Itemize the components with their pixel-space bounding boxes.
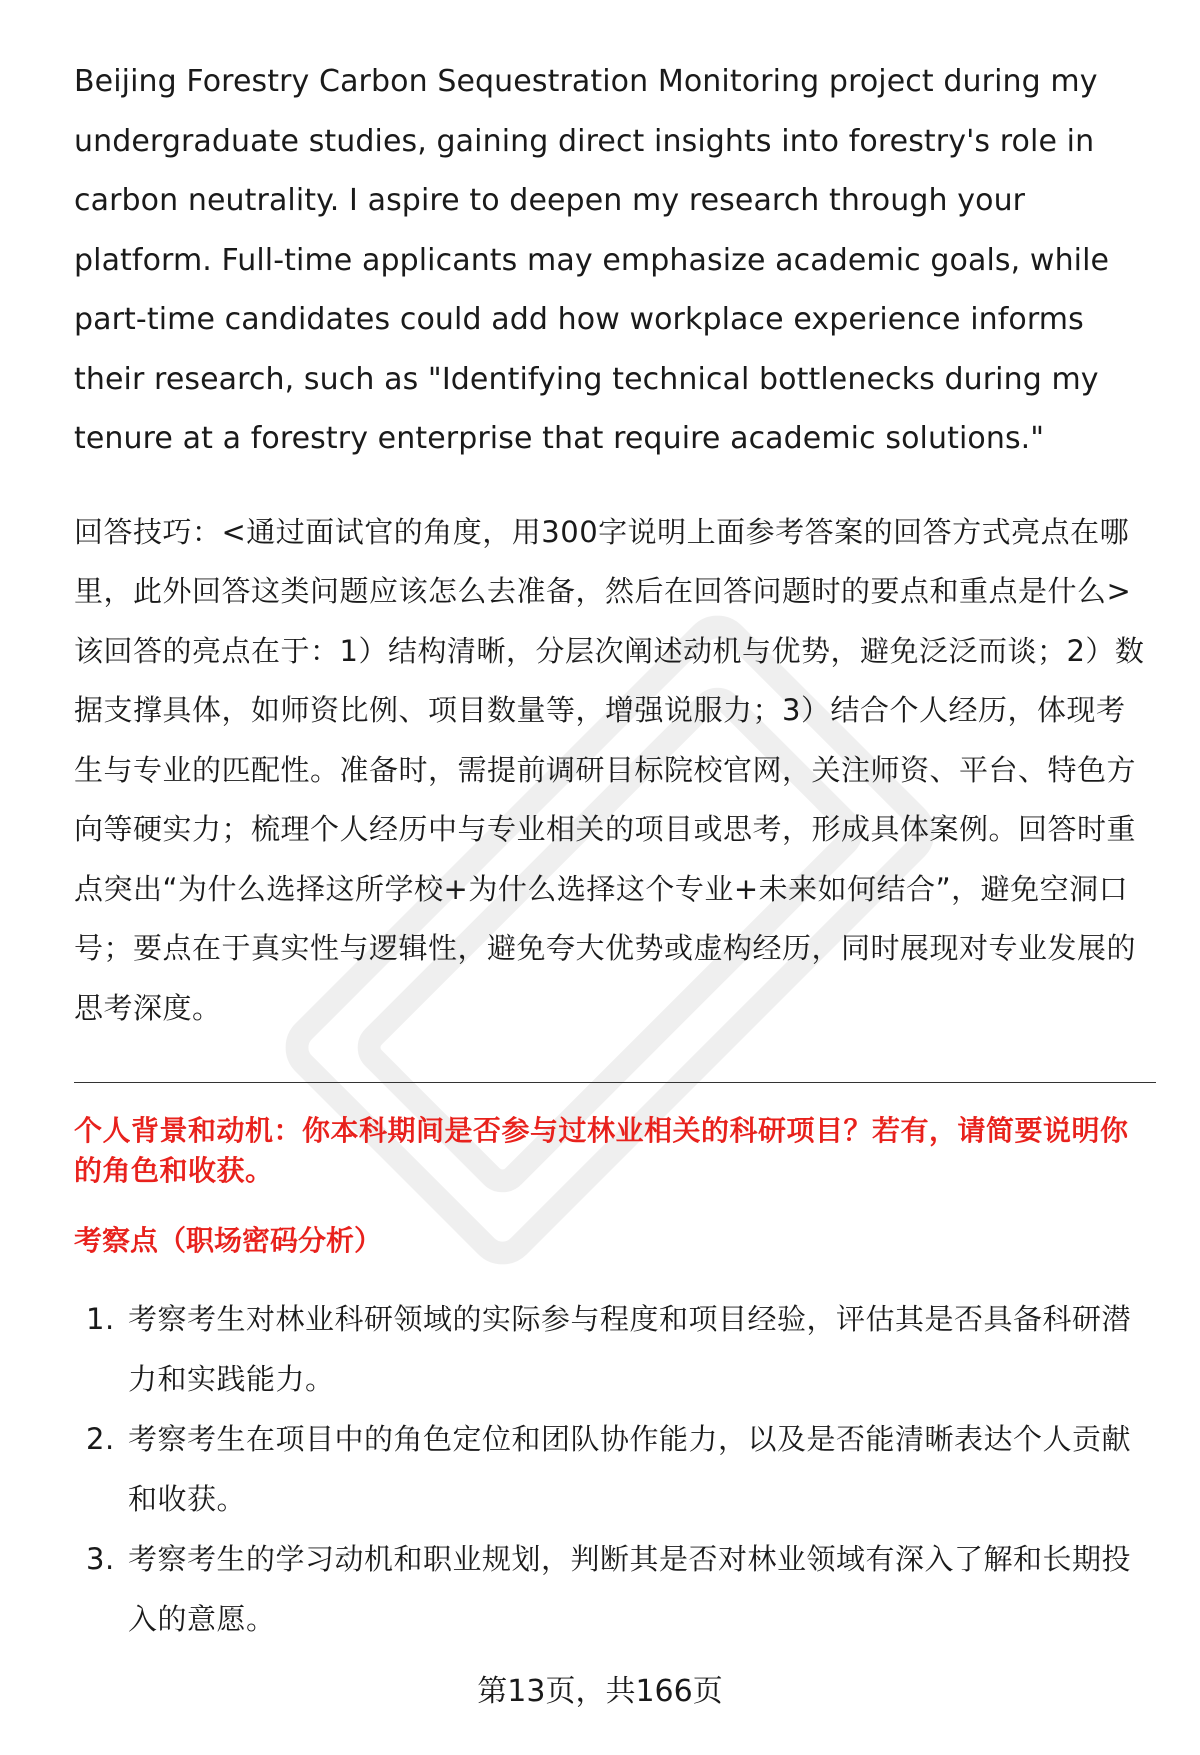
list-item	[74, 1289, 1154, 1409]
tips-paragraph: 回答技巧：<通过面试官的角度，用300字说明上面参考答案的回答方式亮点在哪里，此外回答这类问题应该怎么去准备，然后在回答问题时的要点和重点是什么>该回答的亮点在于：1）结构清晰，分层次阐述动机与优势，避免泛泛而谈；2）数据支撑具体，如师资比例、项目数量等，增强说服力；3）结合个人经历，体现考生与专业的匹配性。准备时，需提前调研目标院校官网，关注师资、平台、特色方向等硬实力；梳理个人经历中与专业相关的项目或思考，形成具体案例。回答时重点突出“为什么选择这所学校+为什么选择这个专业+未来如何结合”，避免空洞口号；要点在于真实性与逻辑性，避免夸大优势或虚构经历，同时展现对专业发展的思考深度。	[74, 514, 1145, 1025]
list-item-text: 考察考生在项目中的角色定位和团队协作能力，以及是否能清晰表达个人贡献和收获。	[128, 1422, 1132, 1516]
list-item-number: 3.	[86, 1542, 115, 1576]
list-item	[74, 1409, 1154, 1529]
analysis-section-title: 考察点（职场密码分析）	[74, 1224, 383, 1257]
list-item-text: 考察考生的学习动机和职业规划，判断其是否对林业领域有深入了解和长期投入的意愿。	[128, 1542, 1132, 1636]
analysis-points-list	[74, 1289, 1154, 1649]
answer-paragraph: Beijing Forestry Carbon Sequestration Monitoring project during my undergraduate studies, gaining direct insights into forestry's role in carbon neutrality. I aspire to deepen my research through your platform. Full-time applicants may emphasize academic goals, while part-time candidates could add how workplace experience informs their research, such as "Identifying technical bottlenecks during my tenure at a forestry enterprise that require academic solutions."	[74, 64, 1110, 456]
question-heading: 个人背景和动机：你本科期间是否参与过林业相关的科研项目？若有，请简要说明你的角色和收获。	[74, 1114, 1129, 1187]
section-divider	[74, 1082, 1156, 1083]
list-item-text: 考察考生对林业科研领域的实际参与程度和项目经验，评估其是否具备科研潜力和实践能力。	[128, 1302, 1132, 1396]
list-item-number: 2.	[86, 1422, 115, 1456]
list-item-number: 1.	[86, 1302, 115, 1336]
page-number-footer: 第13页，共166页	[477, 1674, 723, 1709]
main-content	[74, 52, 1154, 1649]
list-item	[74, 1529, 1154, 1649]
